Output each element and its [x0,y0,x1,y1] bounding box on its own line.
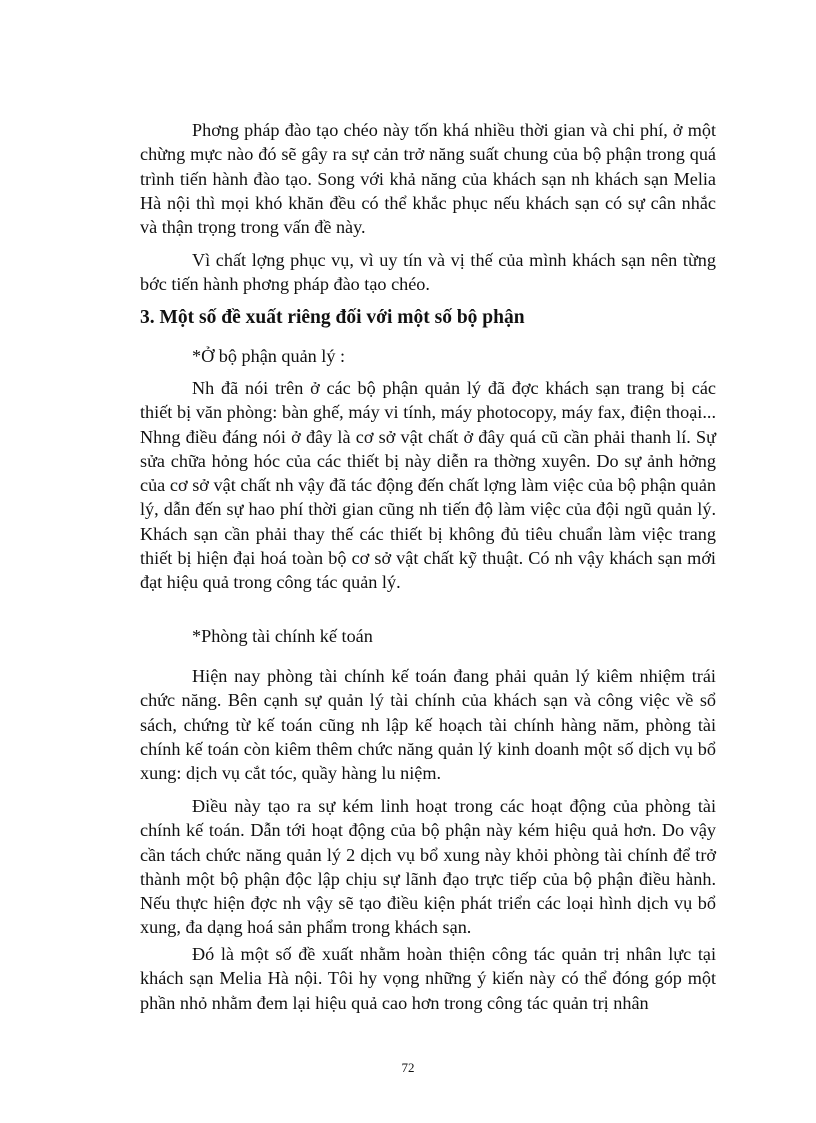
paragraph-service-quality: Vì chất lợng phục vụ, vì uy tín và vị thế của mình khách sạn nên từng bớc tiến hành phơng pháp đào tạo chéo. [140,250,716,295]
paragraph-management-equipment: Nh đã nói trên ở các bộ phận quản lý đã đợc khách sạn trang bị các thiết bị văn phòng: bàn ghế, máy vi tính, máy photocopy, máy fax, điện thoại... Nhng điều đáng nói ở đây là cơ sở vật chất ở đây quá cũ cần phải thanh lí. Sự sửa chữa hỏng hóc của các thiết bị này diễn ra thờng xuyên. Do sự ảnh hởng của cơ sở vật chất nh vậy đã tác động đến chất lợng làm việc của bộ phận quản lý, dẫn đến sự hao phí thời gian cũng nh tiến độ làm việc của đội ngũ quản lý. Khách sạn cần phải thay thế các thiết bị không đủ tiêu chuẩn làm việc trang thiết bị hiện đại hoá toàn bộ cơ sở vật chất kỹ thuật. Có nh vậy khách sạn mới đạt hiệu quả trong công tác quản lý. [140,378,716,593]
paragraph-conclusion: Đó là một số đề xuất nhằm hoàn thiện công tác quản trị nhân lực tại khách sạn Melia Hà nội. Tôi hy vọng những ý kiến này có thể đóng góp một phần nhỏ nhằm đem lại hiệu quả cao hơn trong công tác quản trị nhân [140,944,716,1013]
subheading-finance-dept: *Phòng tài chính kế toán [192,626,373,646]
section-heading: 3. Một số đề xuất riêng đối với một số bộ phận [140,307,525,328]
paragraph-finance-recommendation: Điều này tạo ra sự kém linh hoạt trong các hoạt động của phòng tài chính kế toán. Dẫn tới hoạt động của bộ phận này kém hiệu quả hơn. Do vậy cần tách chức năng quản lý 2 dịch vụ bổ xung này khỏi phòng tài chính để trở thành một bộ phận độc lập chịu sự lãnh đạo trực tiếp của bộ phận điều hành. Nếu thực hiện đợc nh vậy sẽ tạo điều kiện phát triển các loại hình dịch vụ bổ xung, đa dạng hoá sản phẩm trong khách sạn. [140,796,716,938]
paragraph-finance-duties: Hiện nay phòng tài chính kế toán đang phải quản lý kiêm nhiệm trái chức năng. Bên cạnh sự quản lý tài chính của khách sạn và công việc về sổ sách, chứng từ kế toán cũng nh lập kế hoạch tài chính hàng năm, phòng tài chính kế toán còn kiêm thêm chức năng quản lý kinh doanh một số dịch vụ bổ xung: dịch vụ cắt tóc, quầy hàng lu niệm. [140,666,716,784]
page-number: 72 [401,1060,415,1075]
paragraph-cross-training-cost: Phơng pháp đào tạo chéo này tốn khá nhiều thời gian và chi phí, ở một chừng mực nào đó sẽ gây ra sự cản trở năng suất chung của bộ phận trong quá trình tiến hành đào tạo. Song với khả năng của khách sạn nh khách sạn Melia Hà nội thì mọi khó khăn đều có thể khắc phục nếu khách sạn có sự cân nhắc và thận trọng trong vấn đề này. [140,120,716,238]
subheading-management-dept: *Ở bộ phận quản lý : [192,346,346,366]
